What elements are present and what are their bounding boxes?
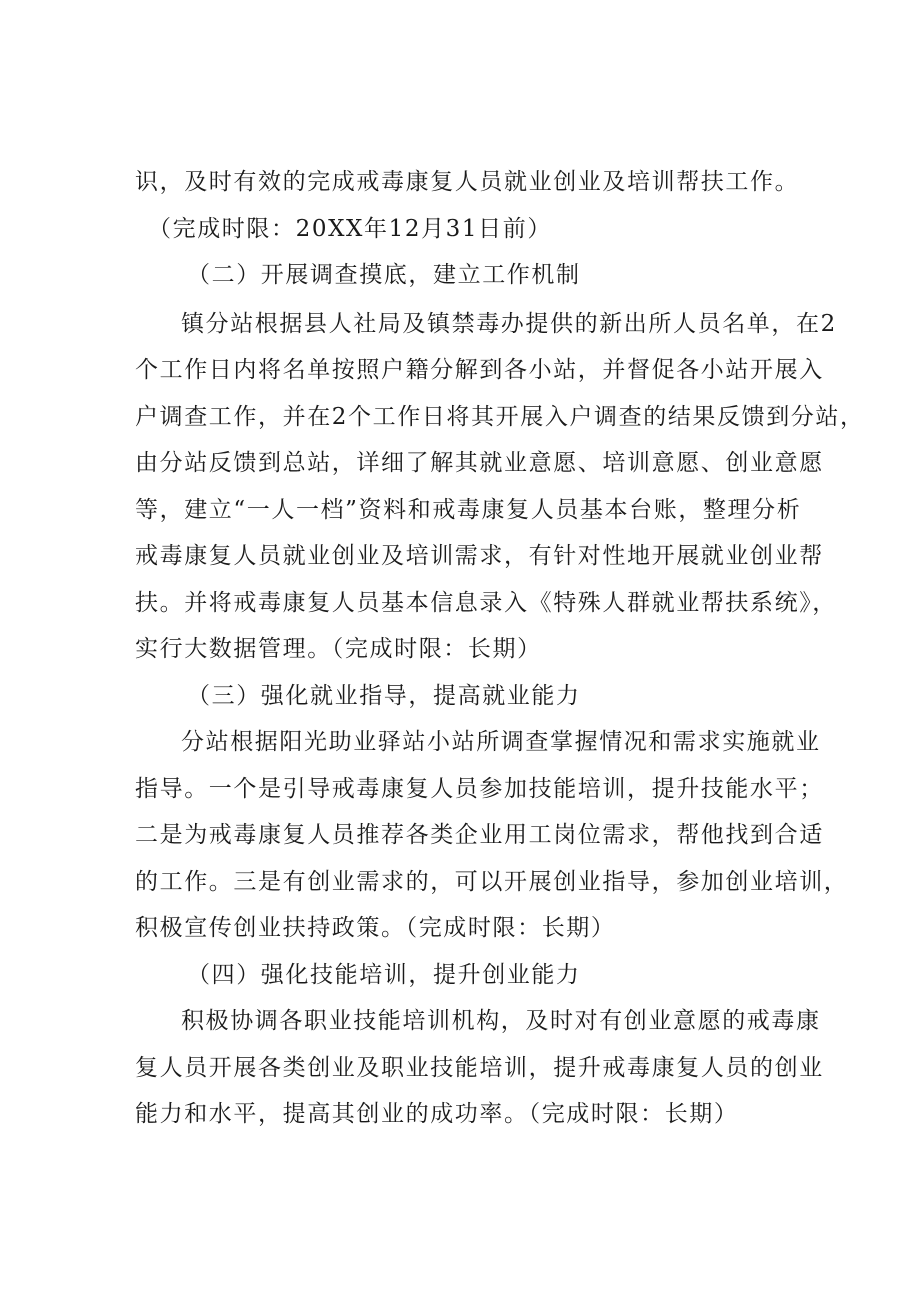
text-line: 实行大数据管理。（完成时限：长期） <box>135 636 542 662</box>
text-line: （完成时限：20XX年12月31日前） <box>148 216 552 242</box>
text-line: 户调查工作，并在2个工作日将其开展入户调查的结果反馈到分站， <box>135 404 865 430</box>
text-line: 扶。并将戒毒康复人员基本信息录入《特殊人群就业帮扶系统》， <box>135 590 837 616</box>
text-line: 的工作。三是有创业需求的，可以开展创业指导，参加创业培训， <box>135 869 849 895</box>
text-line: 复人员开展各类创业及职业技能培训，提升戒毒康复人员的创业 <box>135 1055 824 1081</box>
text-line: 二是为戒毒康复人员推荐各类企业用工岗位需求，帮他找到合适 <box>135 822 824 848</box>
text-line: 指导。一个是引导戒毒康复人员参加技能培训，提升技能水平； <box>135 776 824 802</box>
text-line: 分站根据阳光助业驿站小站所调查掌握情况和需求实施就业 <box>181 729 821 755</box>
text-line: 个工作日内将名单按照户籍分解到各小站，并督促各小站开展入 <box>135 357 824 383</box>
section-heading: （四）强化技能培训，提升创业能力 <box>187 962 581 988</box>
text-line: 能力和水平，提高其创业的成功率。（完成时限：长期） <box>135 1101 739 1127</box>
text-line: 戒毒康复人员就业创业及培训需求，有针对性地开展就业创业帮 <box>135 543 824 569</box>
text-line: 镇分站根据县人社局及镇禁毒办提供的新出所人员名单，在2 <box>181 311 837 337</box>
section-heading: （三）强化就业指导，提高就业能力 <box>187 683 581 709</box>
text-line: 等，建立“一人一档”资料和戒毒康复人员基本台账，整理分析 <box>135 497 802 523</box>
text-line: 积极宣传创业扶持政策。（完成时限：长期） <box>135 915 616 941</box>
text-line: 由分站反馈到总站，详细了解其就业意愿、培训意愿、创业意愿 <box>135 450 824 476</box>
text-line: 识，及时有效的完成戒毒康复人员就业创业及培训帮扶工作。 <box>135 169 800 195</box>
text-line: 积极协调各职业技能培训机构，及时对有创业意愿的戒毒康 <box>181 1008 821 1034</box>
section-heading: （二）开展调查摸底，建立工作机制 <box>187 262 581 288</box>
